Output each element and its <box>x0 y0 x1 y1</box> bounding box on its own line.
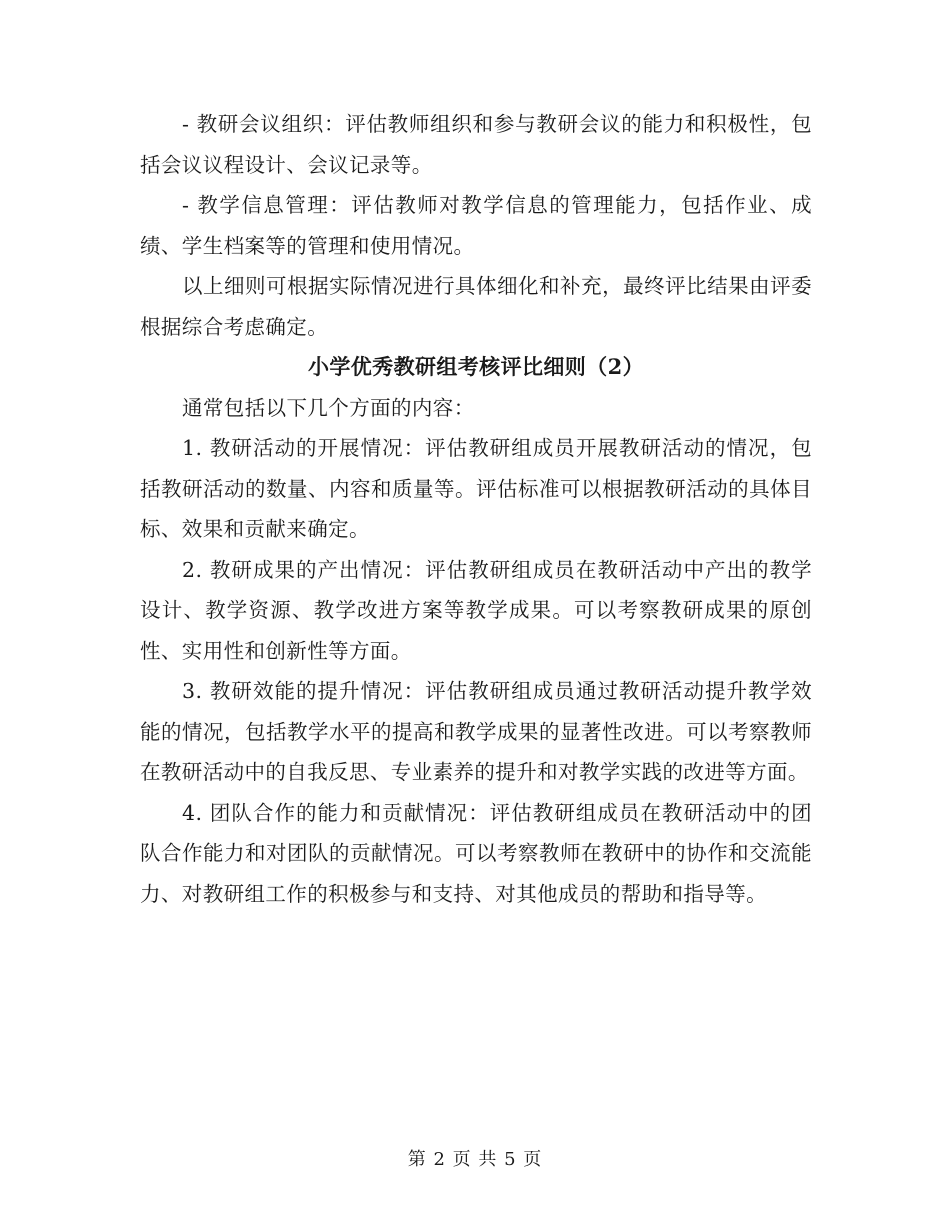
paragraph-info-management: - 教学信息管理：评估教师对教学信息的管理能力，包括作业、成绩、学生档案等的管理和使用情况。 <box>140 193 812 258</box>
paragraph-summary-note: 以上细则可根据实际情况进行具体细化和补充，最终评比结果由评委根据综合考虑确定。 <box>140 274 812 339</box>
section-title: 小学优秀教研组考核评比细则（2） <box>307 354 644 379</box>
paragraph-intro: 通常包括以下几个方面的内容： <box>182 395 475 420</box>
paragraph-item-1: 1. 教研活动的开展情况：评估教研组成员开展教研活动的情况，包括教研活动的数量、内容和质量等。评估标准可以根据教研活动的具体目标、效果和贡献来确定。 <box>140 436 812 541</box>
paragraph-item-3: 3. 教研效能的提升情况：评估教研组成员通过教研活动提升教学效能的情况，包括教学水平的提高和教学成果的显著性改进。可以考察教师在教研活动中的自我反思、专业素养的提升和对教学实践的改进等方面。 <box>140 679 812 784</box>
page-footer: 第 2 页 共 5 页 <box>407 1149 543 1170</box>
paragraph-meeting-organization: - 教研会议组织：评估教师组织和参与教研会议的能力和积极性，包括会议议程设计、会议记录等。 <box>140 112 812 177</box>
document-body <box>140 104 812 914</box>
paragraph-item-4: 4. 团队合作的能力和贡献情况：评估教研组成员在教研活动中的团队合作能力和对团队的贡献情况。可以考察教师在教研中的协作和交流能力、对教研组工作的积极参与和支持、对其他成员的帮助和指导等。 <box>140 800 812 906</box>
paragraph-item-2: 2. 教研成果的产出情况：评估教研组成员在教研活动中产出的教学设计、教学资源、教学改进方案等教学成果。可以考察教研成果的原创性、实用性和创新性等方面。 <box>140 557 812 663</box>
